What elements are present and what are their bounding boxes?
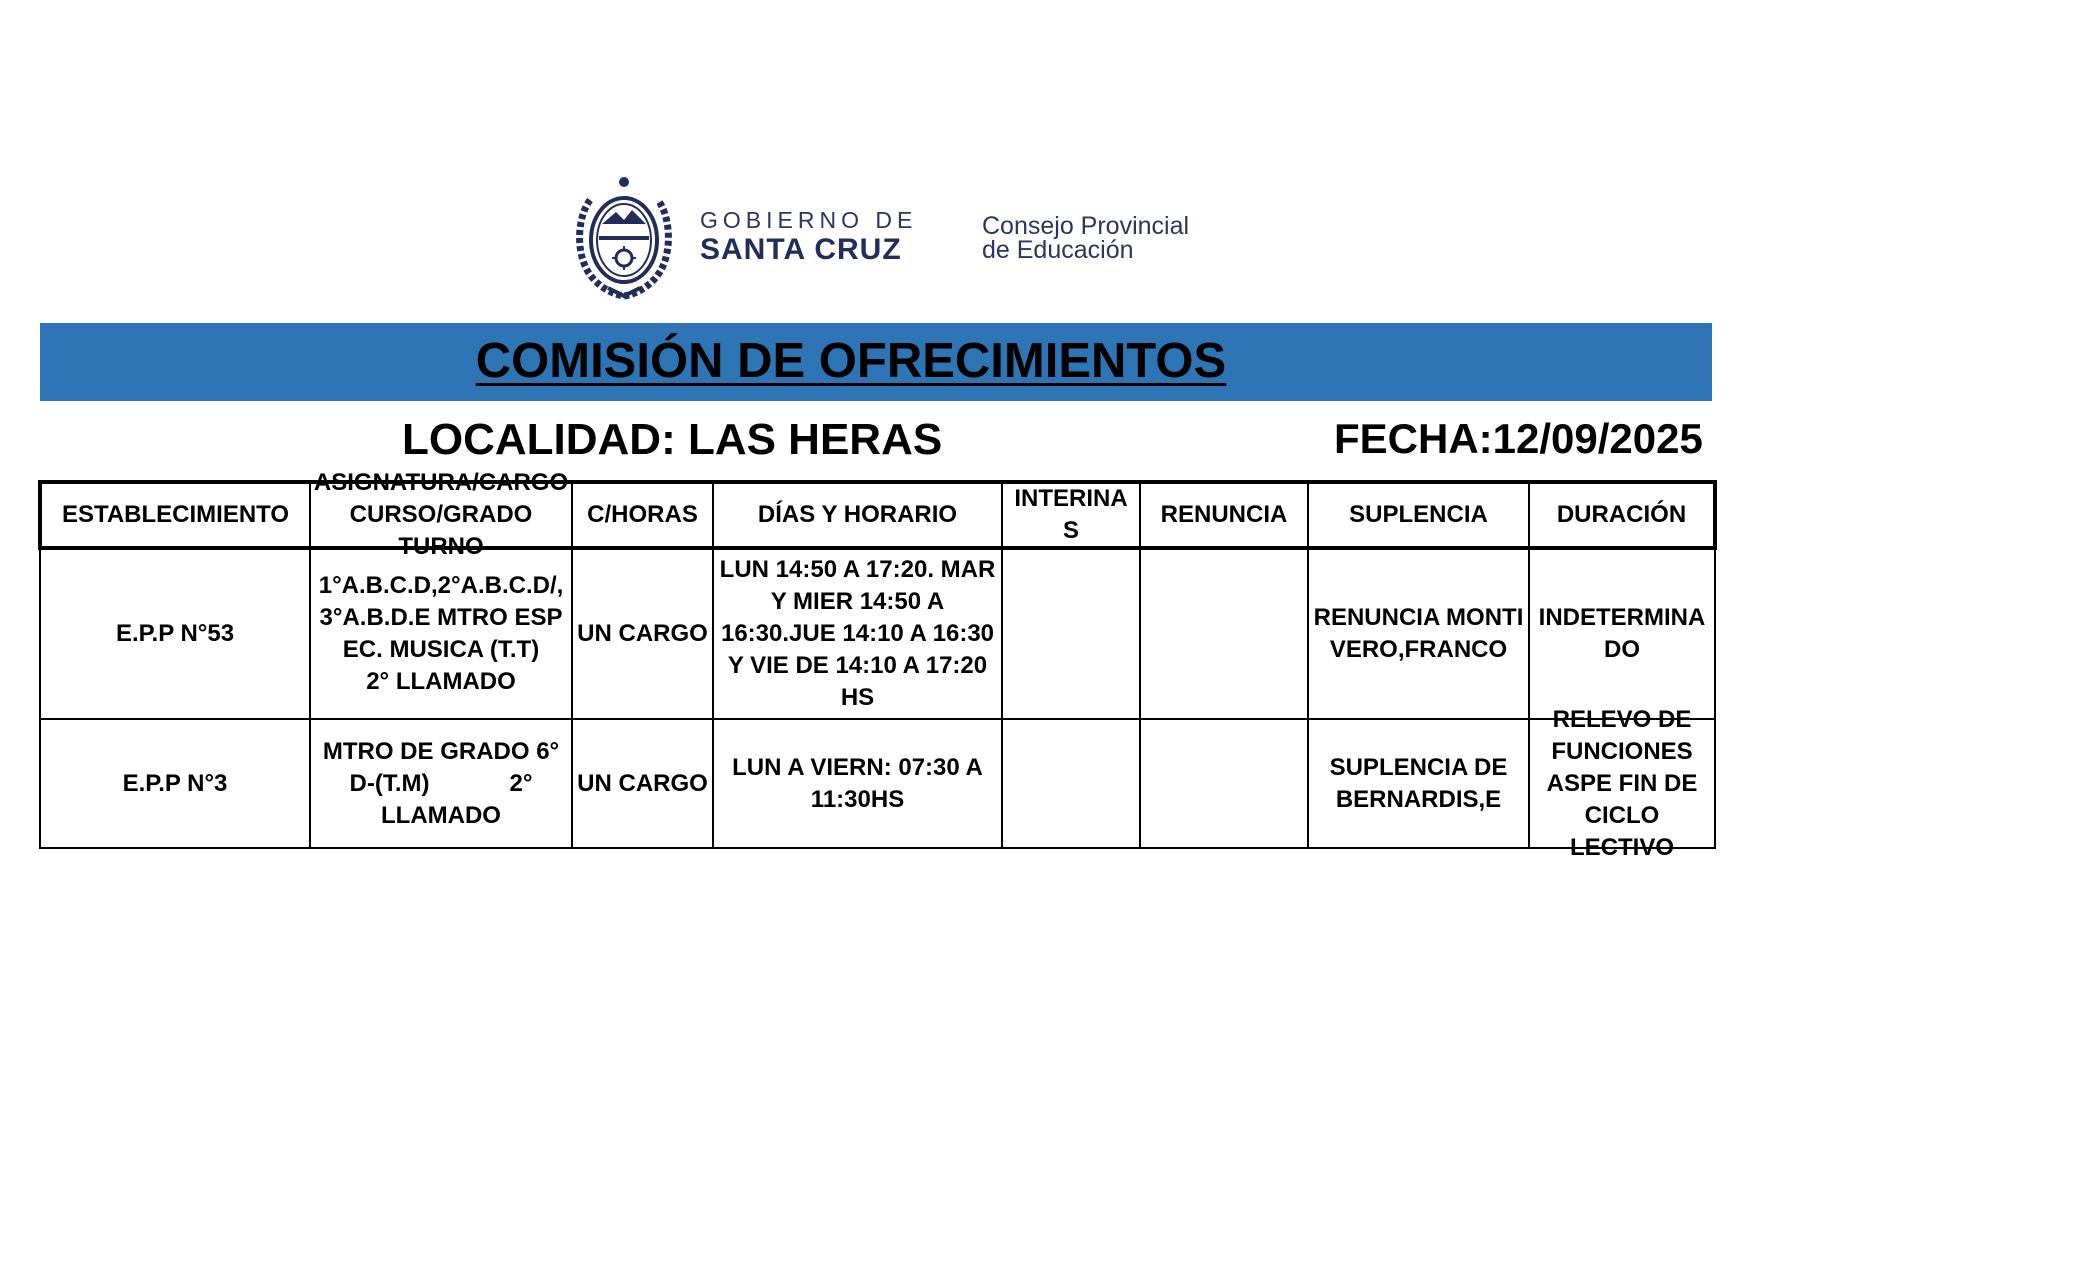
cell-duracion: INDETERMINADO <box>1529 548 1715 719</box>
cell-suplencia: RENUNCIA MONTIVERO,FRANCO <box>1308 548 1529 719</box>
cell-duracion: RELEVO DE FUNCIONES ASPE FIN DE CICLO LECTIVO <box>1529 719 1715 848</box>
column-header: DÍAS Y HORARIO <box>713 482 1002 548</box>
table-row <box>40 548 1715 719</box>
cell-horas: UN CARGO <box>572 719 713 848</box>
cell-asignatura: MTRO DE GRADO 6° D-(T.M) 2° LLAMADO <box>310 719 572 848</box>
table-row <box>40 719 1715 848</box>
cell-establecimiento: E.P.P N°3 <box>40 719 310 848</box>
page-title <box>40 333 1712 389</box>
column-header: C/HORAS <box>572 482 713 548</box>
column-header: DURACIÓN <box>1529 482 1715 548</box>
consejo-line-2: de Educación <box>982 236 1134 264</box>
cell-interinas <box>1002 719 1140 848</box>
page-title-text: COMISIÓN DE OFRECIMIENTOS <box>475 334 1227 388</box>
cell-suplencia: SUPLENCIA DE BERNARDIS,E <box>1308 719 1529 848</box>
cell-renuncia <box>1140 719 1308 848</box>
cell-establecimiento: E.P.P N°53 <box>40 548 310 719</box>
government-logo <box>572 176 1190 300</box>
column-header: RENUNCIA <box>1140 482 1308 548</box>
consejo-line-1: Consejo Provincial <box>982 212 1190 240</box>
table-header-row <box>40 482 1715 548</box>
column-header: INTERINAS <box>1002 482 1140 548</box>
consejo-name <box>982 214 1242 262</box>
cell-horario: LUN 14:50 A 17:20. MAR Y MIER 14:50 A 16:30.JUE 14:10 A 16:30 Y VIE DE 14:10 A 17:20 HS <box>713 548 1002 719</box>
column-header: ASIGNATURA/CARGO CURSO/GRADO TURNO <box>310 482 572 548</box>
government-name <box>700 206 940 266</box>
government-line-1: GOBIERNO DE <box>700 207 918 233</box>
government-line-2: SANTA CRUZ <box>700 233 902 266</box>
cell-renuncia <box>1140 548 1308 719</box>
column-header: SUPLENCIA <box>1308 482 1529 548</box>
cell-horario: LUN A VIERN: 07:30 A 11:30HS <box>713 719 1002 848</box>
cell-horas: UN CARGO <box>572 548 713 719</box>
column-header: ESTABLECIMIENTO <box>40 482 310 548</box>
provincial-seal-icon <box>572 176 676 300</box>
cell-asignatura: 1°A.B.C.D,2°A.B.C.D/,3°A.B.D.E MTRO ESPEC. MUSICA (T.T) 2° LLAMADO <box>310 548 572 719</box>
fecha-label: FECHA:12/09/2025 <box>1334 415 1703 462</box>
cell-interinas <box>1002 548 1140 719</box>
localidad-label: LOCALIDAD: LAS HERAS <box>402 415 943 464</box>
ofrecimientos-table <box>38 469 1717 861</box>
title-banner <box>40 323 1712 401</box>
